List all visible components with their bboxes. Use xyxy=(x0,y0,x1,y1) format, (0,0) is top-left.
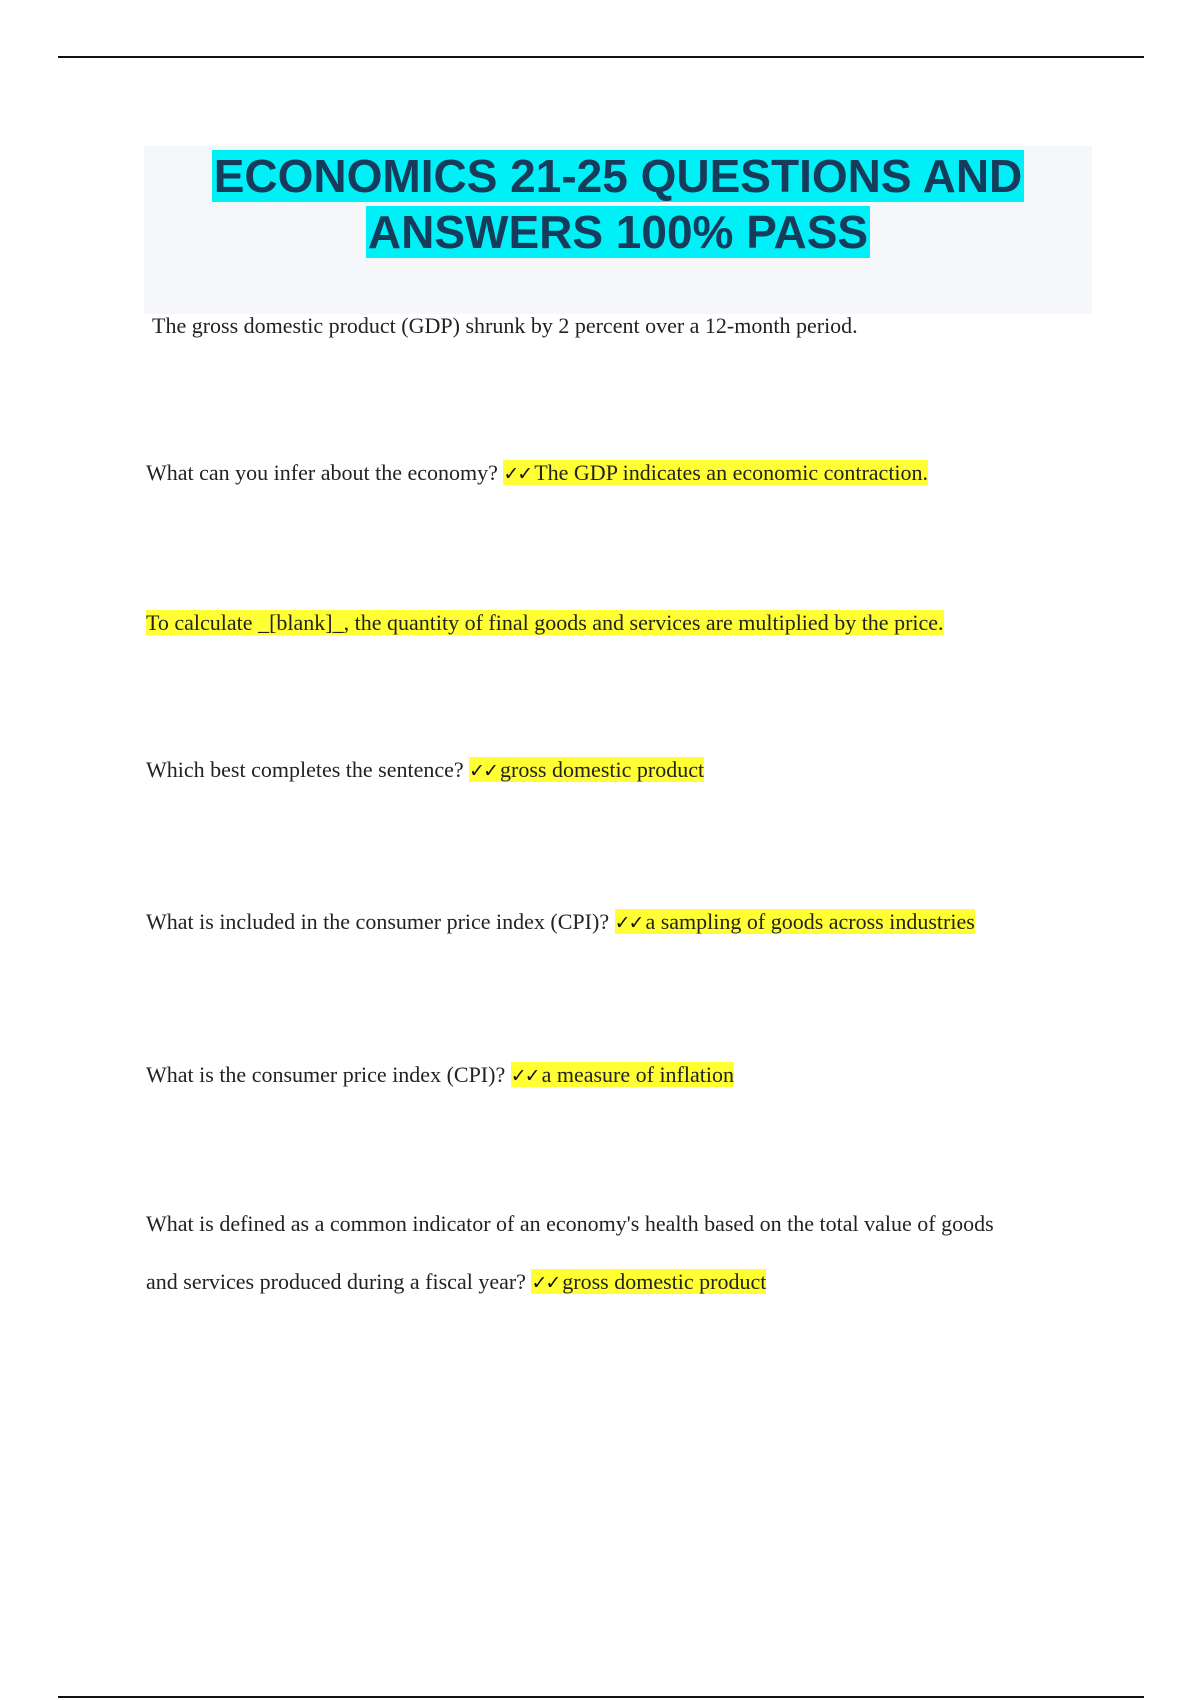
double-check-icon: ✓✓ xyxy=(469,760,497,782)
bottom-rule xyxy=(58,1696,1144,1698)
question-text: What is the consumer price index (CPI)? xyxy=(146,1062,506,1087)
title-line-2: ANSWERS 100% PASS xyxy=(367,206,869,258)
double-check-icon: ✓✓ xyxy=(510,1065,539,1087)
qa-item-6-line-2 xyxy=(146,1268,1086,1297)
answer-text: gross domestic product xyxy=(500,757,705,782)
question-text: What is included in the consumer price index (CPI)? xyxy=(146,909,610,934)
answer-text: a sampling of goods across industries xyxy=(645,909,975,934)
title-line-1: ECONOMICS 21-25 QUESTIONS AND xyxy=(213,150,1023,202)
qa-item-2 xyxy=(146,609,1086,637)
double-check-icon: ✓✓ xyxy=(614,912,643,934)
statement-text: To calculate _[blank]_, the quantity of final goods and services are multiplied by the price. xyxy=(146,610,944,635)
qa-item-1 xyxy=(146,459,1086,488)
answer-highlight xyxy=(615,909,975,934)
qa-item-6-line-1 xyxy=(146,1210,1086,1238)
qa-item-3 xyxy=(146,756,1086,785)
answer-text: gross domestic product xyxy=(562,1269,767,1294)
answer-highlight xyxy=(503,460,928,485)
question-text: What can you infer about the economy? xyxy=(146,460,498,485)
qa-item-4 xyxy=(146,908,1086,937)
question-text: Which best completes the sentence? xyxy=(146,757,464,782)
question-text: and services produced during a fiscal year? xyxy=(146,1269,526,1294)
answer-highlight xyxy=(469,757,704,782)
answer-text: a measure of inflation xyxy=(541,1062,734,1087)
answer-highlight xyxy=(531,1269,766,1294)
intro-text: The gross domestic product (GDP) shrunk by 2 percent over a 12-month period. xyxy=(152,313,858,338)
document-title xyxy=(144,148,1092,260)
question-text: What is defined as a common indicator of an economy's health based on the total value of goods xyxy=(146,1211,994,1236)
answer-highlight xyxy=(511,1062,734,1087)
qa-item-5 xyxy=(146,1061,1086,1090)
answer-text: The GDP indicates an economic contraction. xyxy=(534,460,929,485)
double-check-icon: ✓✓ xyxy=(503,463,532,485)
top-rule xyxy=(58,56,1144,58)
double-check-icon: ✓✓ xyxy=(531,1272,560,1294)
